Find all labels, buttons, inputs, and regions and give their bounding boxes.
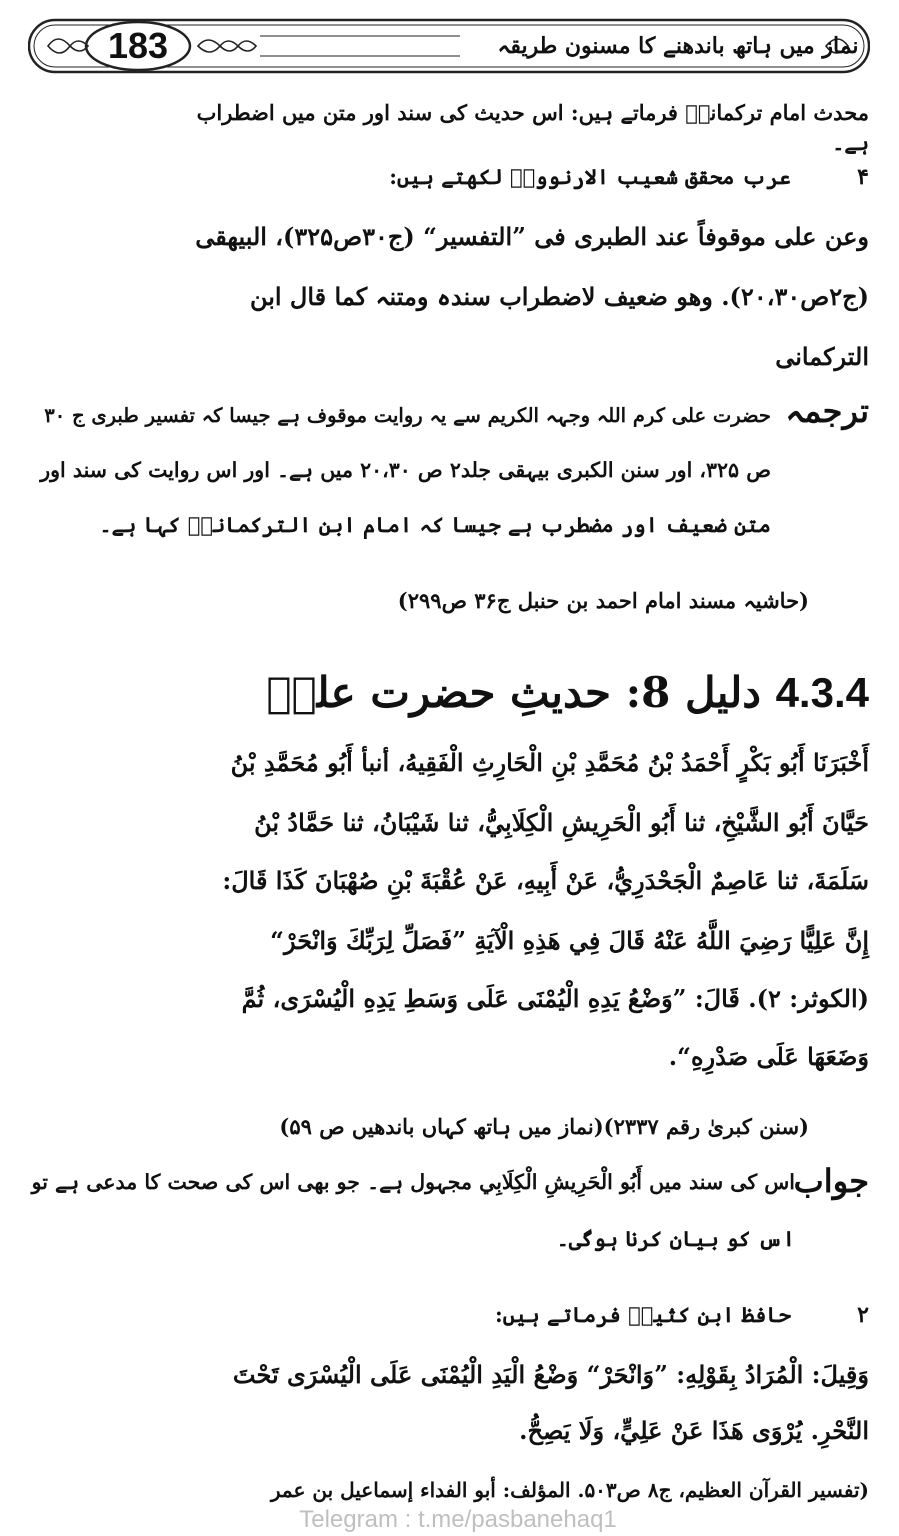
hadith-line-4: إِنَّ عَلِيًّا رَضِيَ اللَّهُ عَنْهُ قَالَ فِي هَذِهِ الْآيَةِ ”فَصَلِّ لِرَبِّكَ وَانْحَرْ“ <box>270 926 869 955</box>
reference-musnad: (حاشیہ مسند امام احمد بن حنبل ج۳۶ ص۲۹۹) <box>397 588 809 613</box>
page-number: 183 <box>107 25 169 66</box>
kathir-quote-line-1: وَقِيلَ: الْمُرَادُ بِقَوْلِهِ: ”وَانْحَرْ“ وَضْعُ الْيَدِ الْيُمْنَى عَلَى الْيُسْرَى تَحْتَ <box>232 1360 869 1389</box>
running-title: نماز میں ہاتھ باندھنے کا مسنون طریقہ <box>497 33 859 59</box>
hadith-line-6: وَضَعَهَا عَلَى صَدْرِهِ“. <box>668 1042 869 1071</box>
translation-line-3: متن ضعیف اور مضطرب ہے جیسا کہ امام ابن الترکمانیؒ کہا ہے۔ <box>99 512 771 537</box>
translation-line-1: حضرت علی کرم اللہ وجہہ الکریم سے یہ روایت موقوف ہے جیسا کہ تفسیر طبری ج ۳۰ <box>44 404 771 427</box>
intro-line-2: ہے۔ <box>832 130 869 155</box>
item-number-4: ۴ <box>857 164 869 190</box>
translation-label: ترجمہ <box>785 392 869 430</box>
arabic-quote-line-1: وعن علی موقوفاً عند الطبری فی ”التفسیر“ (ج۳۰ص۳۲۵)، البیھقی <box>195 222 869 251</box>
item-4-text: عرب محقق شعیب الارنووطؒ لکھتے ہیں: <box>389 164 791 189</box>
answer-line-2: اس کو بیان کرنا ہوگی۔ <box>556 1226 795 1251</box>
hadith-line-3: سَلَمَةَ، ثنا عَاصِمٌ الْجَحْدَرِيُّ، عَنْ أَبِيهِ، عَنْ عُقْبَةَ بْنِ صُهْبَانَ كَذَا قَالَ: <box>222 866 869 895</box>
item-number-2: ۲ <box>857 1302 869 1328</box>
intro-line-1: محدث امام ترکمانیؒ فرماتے ہیں: اس حدیث کی سند اور متن میں اضطراب <box>196 100 869 125</box>
answer-label: جواب <box>793 1162 869 1200</box>
page-header <box>28 14 870 78</box>
arabic-quote-line-3: الترکمانی <box>775 342 869 371</box>
citation-tafsir: (تفسير القرآن العظيم، ج۸ ص۵۰۳. المؤلف: أبو الفداء إسماعيل بن عمر <box>270 1478 869 1502</box>
section-number: 4.3.4 <box>775 669 869 716</box>
hadith-line-1: أَخْبَرَنَا أَبُو بَكْرٍ أَحْمَدُ بْنُ مُحَمَّدِ بْنِ الْحَارِثِ الْفَقِيهُ، أنبأ أَبُو مُحَمَّدِ بْنُ <box>230 748 869 777</box>
reference-sunan-kubra: (سنن کبریٰ رقم ۲۳۳۷)(نماز میں ہاتھ کہاں باندھیں ص ۵۹) <box>279 1114 809 1139</box>
hadith-line-5: (الكوثر: ۲). قَالَ: ”وَضْعُ يَدِهِ الْيُمْنَى عَلَى وَسَطِ يَدِهِ الْيُسْرَى، ثُمَّ <box>241 984 869 1013</box>
kathir-quote-line-2: النَّحْرِ. يُرْوَى هَذَا عَنْ عَلِيٍّ، وَلَا يَصِحُّ. <box>519 1416 869 1445</box>
section-heading <box>266 668 869 717</box>
arabic-quote-line-2: (ج۲ص۲۰،۳۰). وھو ضعیف لاضطراب سندہ ومتنہ کما قال ابن <box>249 282 869 311</box>
answer-line-1: اس کی سند میں أَبُو الْحَرِيشِ الْكِلَابِي مجہول ہے۔ جو بھی اس کی صحت کا مدعی ہے تو <box>31 1170 795 1194</box>
watermark: Telegram : t.me/pasbanehaq1 <box>299 1506 617 1533</box>
translation-line-2: ص ۳۲۵، اور سنن الکبری بیہقی جلد۲ ص ۲۰،۳۰ میں ہے۔ اور اس روایت کی سند اور <box>40 458 771 482</box>
hadith-line-2: حَيَّانَ أَبُو الشَّيْخِ، ثنا أَبُو الْحَرِيشِ الْكِلَابِيُّ، ثنا شَيْبَانُ، ثنا حَمَّادُ بْنُ <box>254 808 869 837</box>
item-2-text: حافظ ابن کثیرؒ فرماتے ہیں: <box>495 1302 791 1327</box>
section-title: دلیل 8: حدیثِ حضرت علیؓ <box>266 668 761 717</box>
